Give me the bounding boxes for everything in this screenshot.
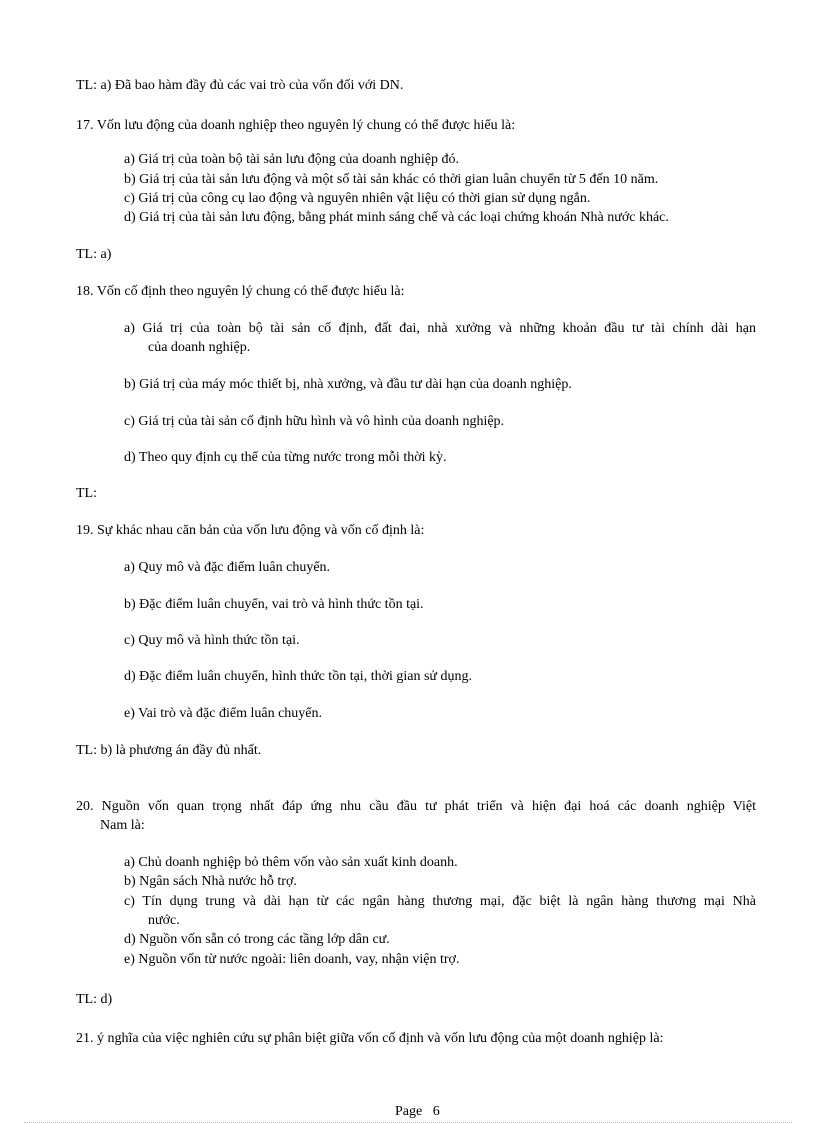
q18-option-c: c) Giá trị của tài sản cố định hữu hình và vô hình của doanh nghiệp. xyxy=(124,414,505,429)
q17-answer: TL: a) xyxy=(76,247,112,262)
q20-option-a: a) Chủ doanh nghiệp bỏ thêm vốn vào sản xuất kinh doanh. xyxy=(124,855,458,870)
question-20-continued: Nam là: xyxy=(100,818,145,833)
q19-option-a: a) Quy mô và đặc điểm luân chuyển. xyxy=(124,560,331,575)
q20-answer: TL: d) xyxy=(76,992,113,1007)
q19-option-c: c) Quy mô và hình thức tồn tại. xyxy=(124,633,300,648)
q20-option-b: b) Ngân sách Nhà nước hỗ trợ. xyxy=(124,874,297,889)
q19-option-b: b) Đặc điểm luân chuyển, vai trò và hình thức tồn tại. xyxy=(124,597,424,612)
answer-text: TL: a) Đã bao hàm đầy đủ các vai trò của vốn đối với DN. xyxy=(76,78,404,93)
q20-option-d: d) Nguồn vốn sẵn có trong các tầng lớp dân cư. xyxy=(124,932,390,947)
q20-option-c: c) Tín dụng trung và dài hạn từ các ngân hàng thương mại, đặc biệt là ngân hàng thương mại Nhà xyxy=(124,894,756,909)
question-19: 19. Sự khác nhau căn bản của vốn lưu động và vốn cố định là: xyxy=(76,523,425,538)
q17-option-c: c) Giá trị của công cụ lao động và nguyên nhiên vật liệu có thời gian sử dụng ngắn. xyxy=(124,191,591,206)
question-20: 20. Nguồn vốn quan trọng nhất đáp ứng nhu cầu đầu tư phát triển và hiện đại hoá các doanh nghiệp Việt xyxy=(76,799,756,814)
q19-answer: TL: b) là phương án đầy đủ nhất. xyxy=(76,743,262,758)
question-17: 17. Vốn lưu động của doanh nghiệp theo nguyên lý chung có thể được hiểu là: xyxy=(76,118,516,133)
q19-option-d: d) Đặc điểm luân chuyển, hình thức tồn tại, thời gian sử dụng. xyxy=(124,669,473,684)
q18-option-a-continued: của doanh nghiệp. xyxy=(148,340,251,355)
q17-option-d: d) Giá trị của tài sản lưu động, bằng phát minh sáng chế và các loại chứng khoán Nhà nước khác. xyxy=(124,210,669,225)
q20-option-c-continued: nước. xyxy=(148,913,180,928)
q17-option-b: b) Giá trị của tài sản lưu động và một số tài sản khác có thời gian luân chuyển từ 5 đến 10 năm. xyxy=(124,172,659,187)
q20-option-e: e) Nguồn vốn từ nước ngoài: liên doanh, vay, nhận viện trợ. xyxy=(124,952,460,967)
page-label: Page xyxy=(395,1104,423,1119)
question-21: 21. ý nghĩa của việc nghiên cứu sự phân biệt giữa vốn cố định và vốn lưu động của một doanh nghiệp là: xyxy=(76,1031,664,1046)
q18-option-d: d) Theo quy định cụ thể của từng nước trong mỗi thời kỳ. xyxy=(124,450,447,465)
q19-option-e: e) Vai trò và đặc điểm luân chuyển. xyxy=(124,706,323,721)
page-footer xyxy=(395,1103,440,1121)
q17-option-a: a) Giá trị của toàn bộ tài sản lưu động của doanh nghiệp đó. xyxy=(124,152,459,167)
q18-option-a: a) Giá trị của toàn bộ tài sản cố định, đất đai, nhà xưởng và những khoản đầu tư tài chính dài hạn xyxy=(124,321,756,336)
page-number: 6 xyxy=(432,1104,440,1119)
q18-option-b: b) Giá trị của máy móc thiết bị, nhà xưởng, và đầu tư dài hạn của doanh nghiệp. xyxy=(124,377,572,392)
question-18: 18. Vốn cố định theo nguyên lý chung có thể được hiểu là: xyxy=(76,284,405,299)
q18-answer: TL: xyxy=(76,486,97,501)
